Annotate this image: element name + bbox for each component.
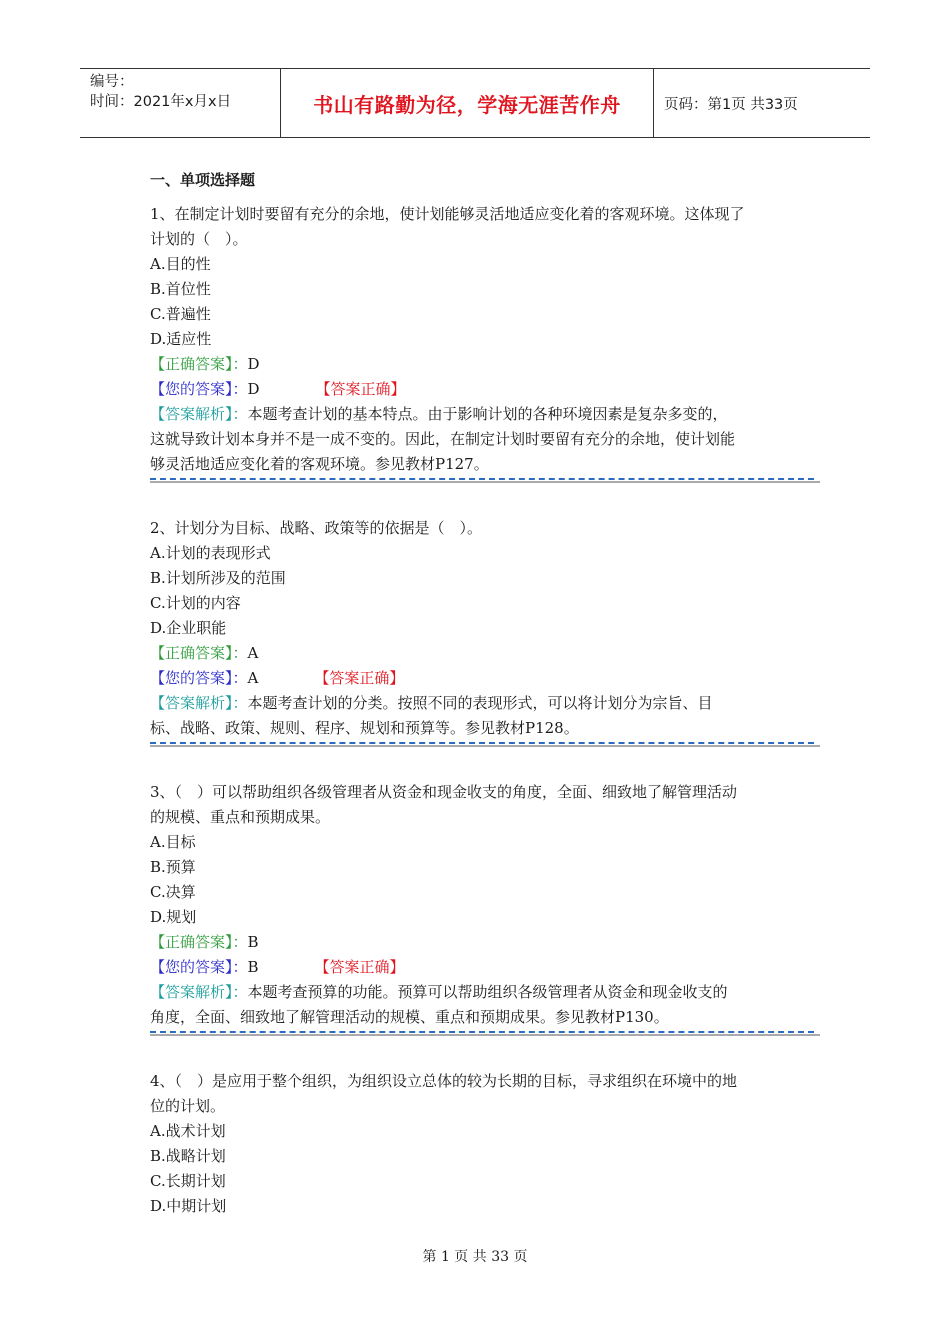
question-stem: 4、（ ）是应用于整个组织，为组织设立总体的较为长期的目标，寻求组织在环境中的地 <box>150 1072 738 1090</box>
option-d: D.适应性 <box>150 330 212 348</box>
option-d: D.规划 <box>150 908 197 926</box>
analysis-label: 【答案解析】： <box>150 694 248 712</box>
analysis-label: 【答案解析】： <box>150 405 248 423</box>
your-answer-row <box>150 666 820 691</box>
analysis-text: 够灵活地适应变化着的客观环境。参见教材P127。 <box>150 455 489 473</box>
verdict-badge: 【答案正确】 <box>314 669 405 687</box>
correct-answer-value: A <box>247 644 259 662</box>
question-stem: 2、计划分为目标、战略、政策等的依据是（ ）。 <box>150 519 483 537</box>
question-divider <box>150 478 814 480</box>
correct-answer-label: 【正确答案】： <box>150 644 248 662</box>
your-answer-label: 【您的答案】： <box>150 380 248 398</box>
analysis-text: 本题考查计划的基本特点。由于影响计划的各种环境因素是复杂多变的， <box>247 405 728 423</box>
option-c: C.长期计划 <box>150 1172 226 1190</box>
code-label: 编号： <box>90 74 134 90</box>
option-b: B.预算 <box>150 858 196 876</box>
question-stem: 的规模、重点和预期成果。 <box>150 808 331 826</box>
correct-answer-value: B <box>247 933 259 951</box>
option-c: C.普遍性 <box>150 305 211 323</box>
option-a: A.目的性 <box>150 255 211 273</box>
option-c: C.决算 <box>150 883 196 901</box>
option-b: B.计划所涉及的范围 <box>150 569 286 587</box>
question-divider <box>150 742 814 744</box>
analysis-row <box>150 402 820 427</box>
analysis-text: 本题考查计划的分类。按照不同的表现形式，可以将计划分为宗旨、目 <box>247 694 713 712</box>
page-footer: 第 1 页 共 33 页 <box>422 1249 528 1265</box>
option-a: A.计划的表现形式 <box>150 544 271 562</box>
analysis-text: 本题考查预算的功能。预算可以帮助组织各级管理者从资金和现金收支的 <box>247 983 728 1001</box>
your-answer-label: 【您的答案】： <box>150 669 248 687</box>
analysis-label: 【答案解析】： <box>150 983 248 1001</box>
option-c: C.计划的内容 <box>150 594 241 612</box>
question-2 <box>150 516 820 744</box>
correct-answer-row <box>150 641 820 666</box>
verdict-badge: 【答案正确】 <box>314 958 405 976</box>
time-label: 时间：2021年x月x日 <box>90 94 232 110</box>
question-4 <box>150 1069 820 1219</box>
your-answer-row <box>150 377 820 402</box>
correct-answer-label: 【正确答案】： <box>150 933 248 951</box>
question-stem: 位的计划。 <box>150 1097 226 1115</box>
question-divider <box>150 1031 814 1033</box>
option-a: A.目标 <box>150 833 196 851</box>
verdict-badge: 【答案正确】 <box>315 380 406 398</box>
your-answer-value: B <box>247 958 259 976</box>
analysis-row <box>150 980 820 1005</box>
question-3 <box>150 780 820 1033</box>
page-info: 页码：第1页 共33页 <box>664 96 798 113</box>
correct-answer-row <box>150 352 820 377</box>
motto: 书山有路勤为径，学海无涯苦作舟 <box>281 69 654 137</box>
option-b: B.首位性 <box>150 280 211 298</box>
option-d: D.中期计划 <box>150 1197 227 1215</box>
question-stem: 计划的（ ）。 <box>150 230 248 248</box>
option-a: A.战术计划 <box>150 1122 226 1140</box>
your-answer-label: 【您的答案】： <box>150 958 248 976</box>
option-b: B.战略计划 <box>150 1147 226 1165</box>
page-header <box>80 68 870 138</box>
question-stem: 3、（ ）可以帮助组织各级管理者从资金和现金收支的角度，全面、细致地了解管理活动 <box>150 783 738 801</box>
option-d: D.企业职能 <box>150 619 227 637</box>
question-stem: 1、在制定计划时要留有充分的余地，使计划能够灵活地适应变化着的客观环境。这体现了 <box>150 205 745 223</box>
analysis-text: 这就导致计划本身并不是一成不变的。因此，在制定计划时要留有充分的余地，使计划能 <box>150 430 736 448</box>
your-answer-value: D <box>247 380 260 398</box>
header-meta <box>80 69 281 137</box>
question-1 <box>150 202 820 480</box>
section-title: 一、单项选择题 <box>150 171 256 189</box>
correct-answer-label: 【正确答案】： <box>150 355 248 373</box>
analysis-text: 角度，全面、细致地了解管理活动的规模、重点和预期成果。参见教材P130。 <box>150 1008 669 1026</box>
your-answer-row <box>150 955 820 980</box>
your-answer-value: A <box>247 669 259 687</box>
document-body <box>150 168 820 1255</box>
correct-answer-value: D <box>247 355 260 373</box>
analysis-row <box>150 691 820 716</box>
correct-answer-row <box>150 930 820 955</box>
analysis-text: 标、战略、政策、规则、程序、规划和预算等。参见教材P128。 <box>150 719 579 737</box>
